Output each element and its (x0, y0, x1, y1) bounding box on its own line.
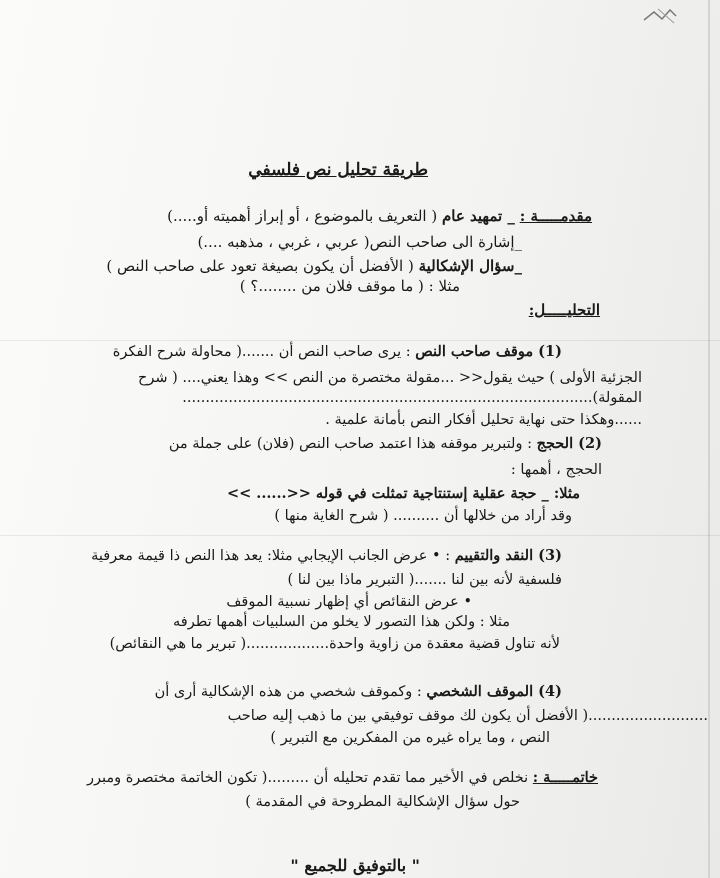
section-1-text: : يرى صاحب النص أن .......( محاولة شرح الفكرة (112, 344, 416, 360)
section-4-number: (4) (538, 683, 562, 700)
section-2-number: (2) (578, 435, 602, 452)
conclusion-line-2: حول سؤال الإشكالية المطروحة في المقدمة ) (245, 794, 520, 810)
section-3-number: (3) (538, 547, 562, 564)
section-2-text: : ولتبرير موقفه هذا اعتمد صاحب النص (فلان) على جملة من (168, 436, 537, 452)
section-4-text: : وكموقف شخصي من هذه الإشكالية أرى أن (154, 684, 427, 700)
intro-line-1 (167, 206, 592, 226)
closing-wish: " بالتوفيق للجميع " (290, 856, 420, 875)
section-3-text: : • عرض الجانب الإيجابي مثلا: يعد هذا النص ذا قيمة معرفية (91, 548, 455, 564)
section-2-line-1 (169, 434, 602, 454)
conclusion-line-1 (87, 768, 598, 788)
section-4-line-2: ..........................( الأفضل أن يكون لك موقف توفيقي بين ما ذهب إليه صاحب (227, 708, 708, 724)
page-title: طريقة تحليل نص فلسفي (248, 160, 428, 180)
page-fold-line (708, 0, 710, 878)
section-2-line-4: وقد أراد من خلالها أن .......... ( شرح الغاية منها ) (274, 508, 572, 524)
section-2-line-2: الحجج ، أهمها : (510, 462, 602, 478)
intro-general-prelude: _ تمهيد عام (441, 207, 515, 225)
problem-question-label: _سؤال الإشكالية (418, 257, 522, 275)
section-3-line-4: مثلا : ولكن هذا التصور لا يخلو من السلبيات أهمها تطرفه (173, 614, 510, 630)
problem-question-note: ( الأفضل أن يكون بصيغة تعود على صاحب النص ) (106, 257, 419, 275)
intro-label: مقدمـــــة : (519, 207, 592, 225)
section-3-line-2: فلسفية لأنه بين لنا .......( التبرير ماذا بين لنا ) (287, 572, 562, 588)
conclusion-text: نخلص في الأخير مما تقدم تحليله أن .........( تكون الخاتمة مختصرة ومبرر (86, 770, 533, 786)
section-4-line-3: النص ، وما يراه غيره من المفكرين مع التبرير ) (270, 730, 550, 746)
section-1-heading: موقف صاحب النص (415, 343, 539, 360)
section-1-line-3: المقولة)......................................................................................... (182, 390, 642, 406)
section-4-heading: الموقف الشخصي (426, 683, 539, 700)
pen-mark-icon (640, 6, 680, 26)
section-1-line-2: الجزئية الأولى ) حيث يقول<< ...مقولة مختصرة من النص >> وهذا يعني.... ( شرح (137, 370, 642, 386)
conclusion-label: خاتمـــــة : (532, 769, 598, 786)
intro-line-4: مثلا : ( ما موقف فلان من ........؟ ) (239, 277, 460, 295)
section-1-number: (1) (538, 343, 562, 360)
section-1-line-4: ......وهكذا حتى نهاية تحليل أفكار النص بأمانة علمية . (325, 412, 642, 428)
section-2-heading: الحجج (536, 435, 579, 452)
paper-crease (0, 340, 720, 341)
intro-line-3 (106, 256, 522, 276)
paper-crease (0, 535, 720, 536)
section-3-line-1 (91, 546, 562, 566)
section-1-line-1 (113, 342, 562, 362)
section-2-line-3: مثلا: _ حجة عقلية إستنتاجية تمثلت في قوله <<...... >> (226, 485, 580, 502)
section-3-heading: النقد والتقييم (454, 547, 539, 564)
intro-general-prelude-note: ( التعريف بالموضوع ، أو إبراز أهميته أو.....) (167, 207, 442, 225)
section-3-line-5: لأنه تناول قضية معقدة من زاوية واحدة..................( تبرير ما هي النقائص) (109, 636, 560, 652)
section-4-line-1 (155, 682, 562, 702)
section-3-line-3: • عرض النقائص أي إظهار نسبية الموقف (226, 594, 472, 610)
intro-line-2: _إشارة الى صاحب النص( عربي ، غربي ، مذهبه ....) (197, 233, 522, 251)
analysis-label: التحليـــــل: (528, 301, 600, 319)
